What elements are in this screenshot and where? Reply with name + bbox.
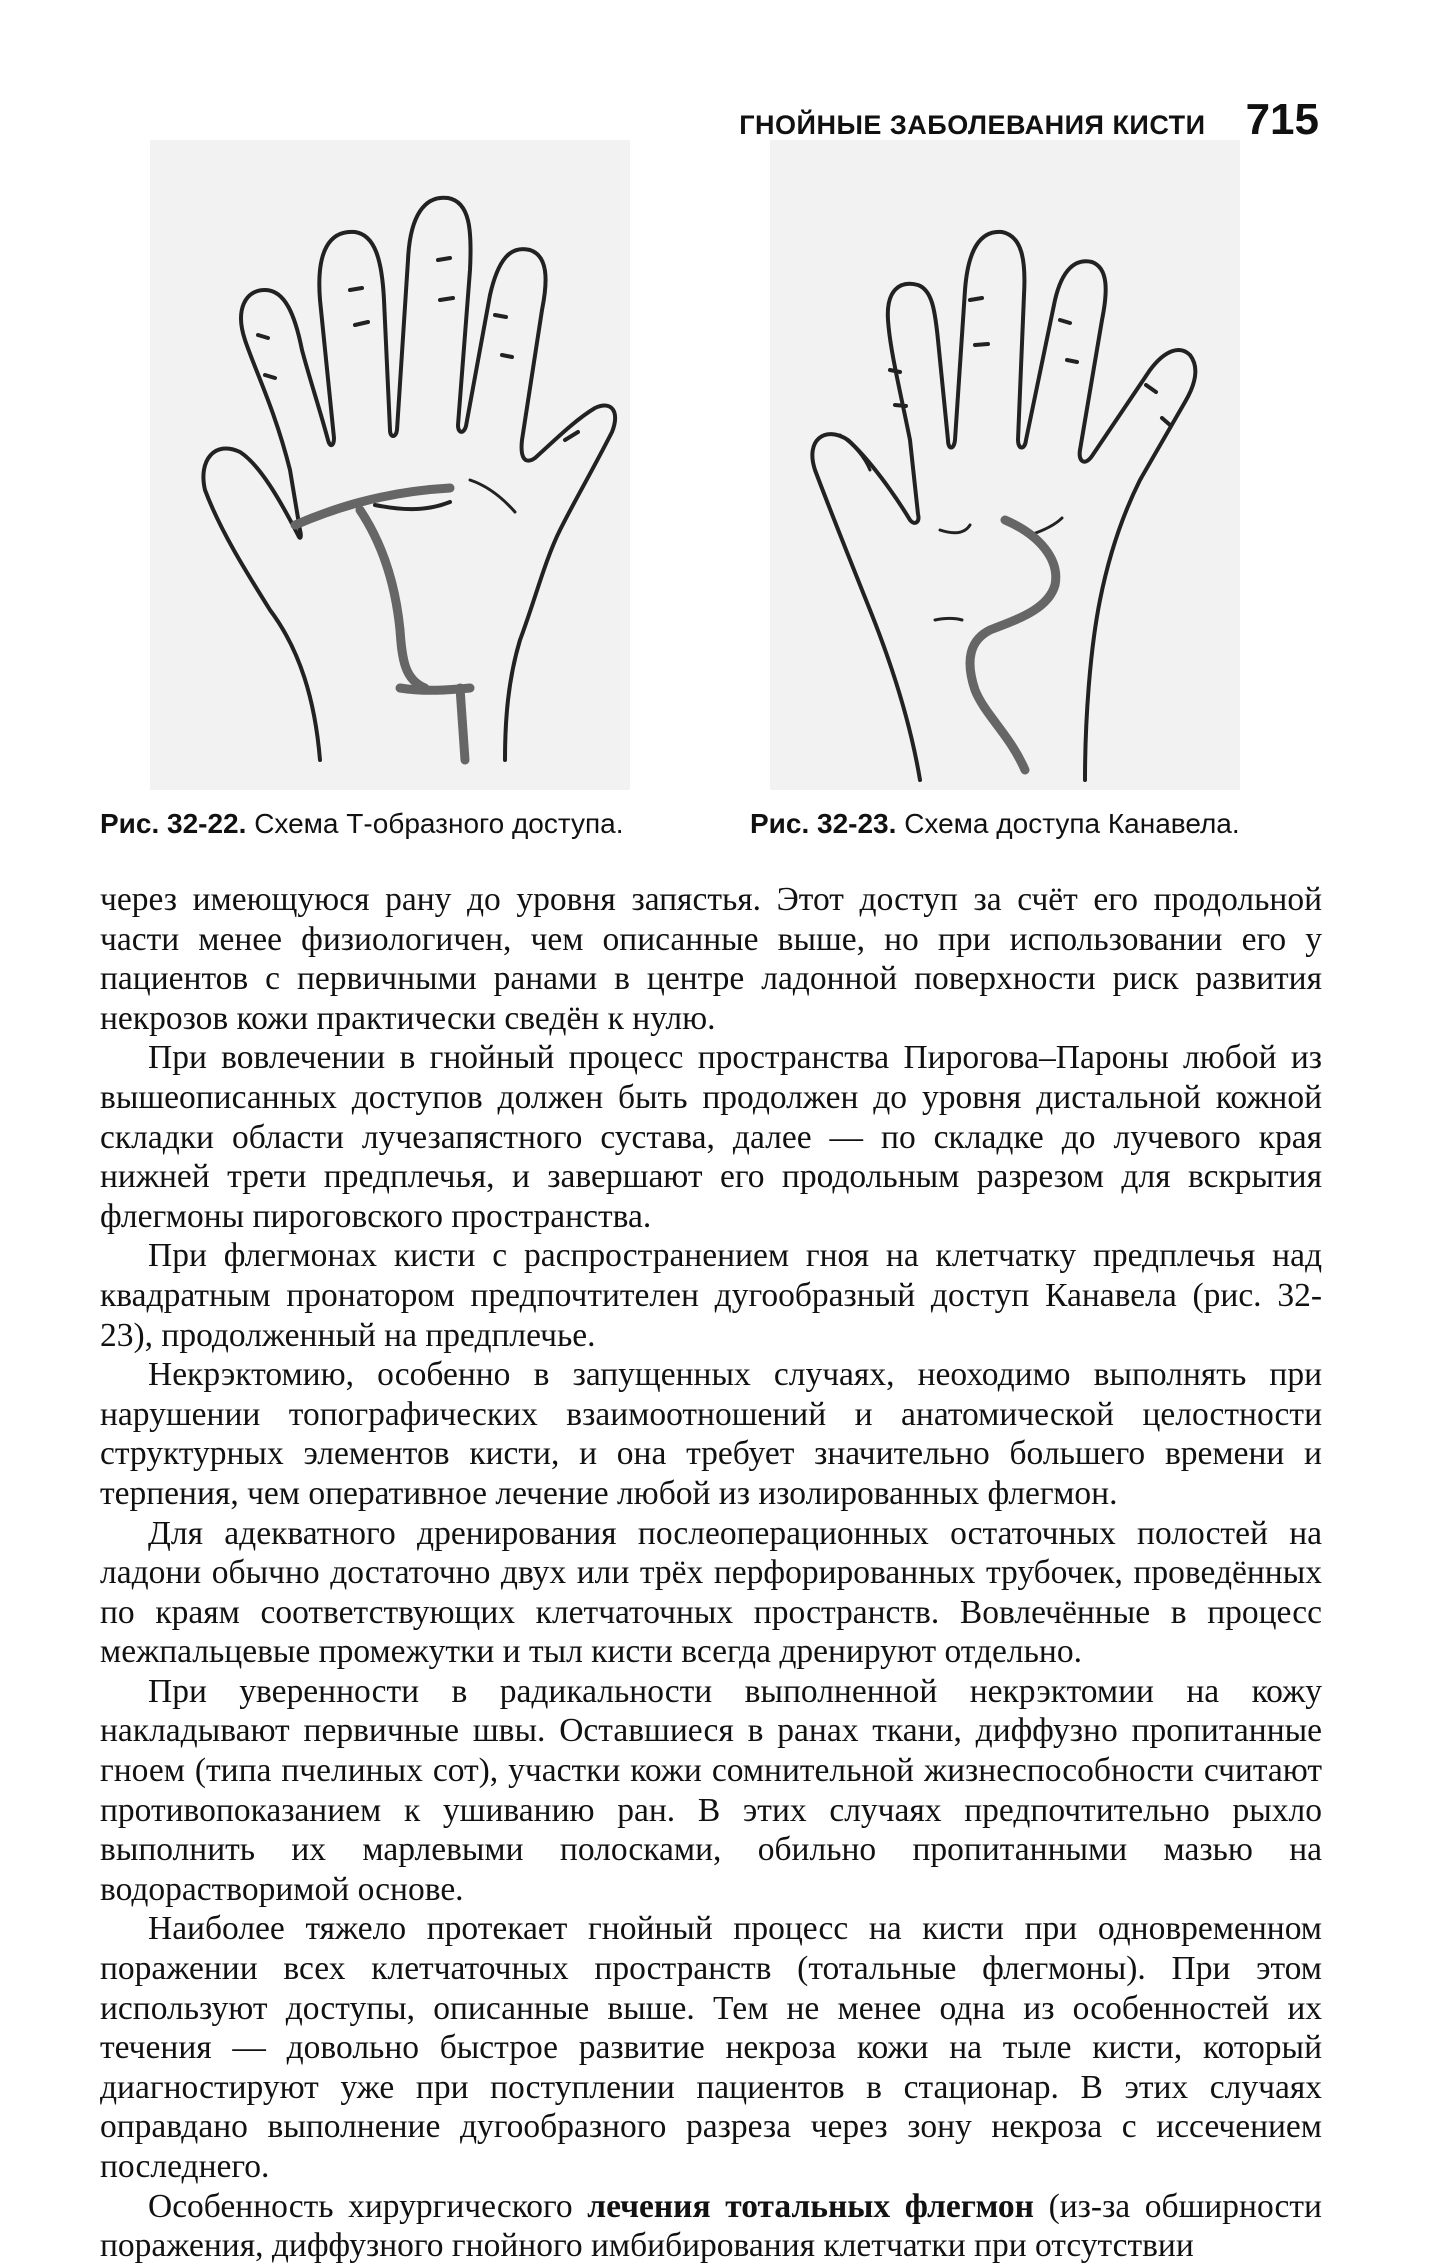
figure-t-shaped-approach xyxy=(150,140,630,790)
section-title: ГНОЙНЫЕ ЗАБОЛЕВАНИЯ КИСТИ xyxy=(739,110,1206,140)
paragraph: При флегмонах кисти с распространением гноя на клетчатку предплечья над квадратным пронатором предпочтителен дугообразный доступ Канавела (рис. 32-23), продолженный на предплечье. xyxy=(100,1237,1322,1354)
paragraph-continuation: через имеющуюся рану до уровня запястья. Этот доступ за счёт его продольной части менее физиологичен, чем описанные выше, но при использовании его у пациентов с первичными ранами в центре ладонной поверхности риск развития некрозов кожи практически сведён к нулю. xyxy=(100,881,1322,1037)
figure-caption-32-22 xyxy=(100,808,624,840)
paragraph: Некрэктомию, особенно в запущенных случаях, неоходимо выполнять при нарушении топографических взаимоотношений и анатомической целостности структурных элементов кисти, и она требует значительно большего времени и терпения, чем оперативное лечение любой из изолированных флегмон. xyxy=(100,1356,1322,1512)
page-number: 715 xyxy=(1245,95,1319,144)
bold-term: лечения тотальных флегмон xyxy=(587,2187,1034,2225)
paragraph-last xyxy=(100,2187,1322,2266)
paragraph-text-start: Особенность хирургического xyxy=(148,2187,588,2225)
figure-label: Рис. 32-23. xyxy=(750,808,897,839)
figure-caption-32-23 xyxy=(750,808,1240,840)
paragraph: При уверенности в радикальности выполненной некрэктомии на кожу накладывают первичные швы. Оставшиеся в ранах ткани, диффузно пропитанные гноем (типа пчелиных сот), участки кожи сомнительной жизнеспособности считают противопоказанием к ушиванию ран. В этих случаях предпочтительно рыхло выполнить их марлевыми полосками, обильно пропитанными мазью на водорастворимой основе. xyxy=(100,1672,1322,1908)
figure-kanavel-approach xyxy=(770,140,1240,790)
running-head xyxy=(739,95,1319,145)
hand-illustration-kanavel-incision xyxy=(770,140,1240,790)
figure-label: Рис. 32-22. xyxy=(100,808,247,839)
paragraph-text-end: (из-за обширности поражения, диффузного гнойного имбибирования клетчатки при отсутствии xyxy=(100,2187,1322,2265)
paragraph: Наиболее тяжело протекает гнойный процесс на кисти при одновременном поражении всех клетчаточных пространств (тотальные флегмоны). При этом используют доступы, описанные выше. Тем не менее одна из особенностей их течения — довольно быстрое развитие некроза кожи на тыле кисти, который диагностируют уже при поступлении пациентов в стационар. В этих случаях оправдано выполнение дугообразного разреза через зону некроза с иссечением последнего. xyxy=(100,1910,1322,2185)
hand-illustration-t-incision xyxy=(150,140,630,790)
body-text xyxy=(100,880,1322,2266)
paragraph: Для адекватного дренирования послеоперационных остаточных полостей на ладони обычно достаточно двух или трёх перфорированных трубочек, проведённых по краям соответствующих клетчаточных пространств. Вовлечённые в процесс межпальцевые промежутки и тыл кисти всегда дренируют отдельно. xyxy=(100,1514,1322,1671)
figure-caption-text: Схема доступа Канавела. xyxy=(904,808,1240,839)
paragraph: При вовлечении в гнойный процесс пространства Пирогова–Пароны любой из вышеописанных доступов должен быть продолжен до уровня дистальной кожной складки области лучезапястного сустава, далее — по складке до лучевого края нижней трети предплечья, и завершают его продольным разрезом для вскрытия флегмоны пироговского пространства. xyxy=(100,1039,1322,1235)
figure-caption-text: Схема Т-образного доступа. xyxy=(254,808,624,839)
